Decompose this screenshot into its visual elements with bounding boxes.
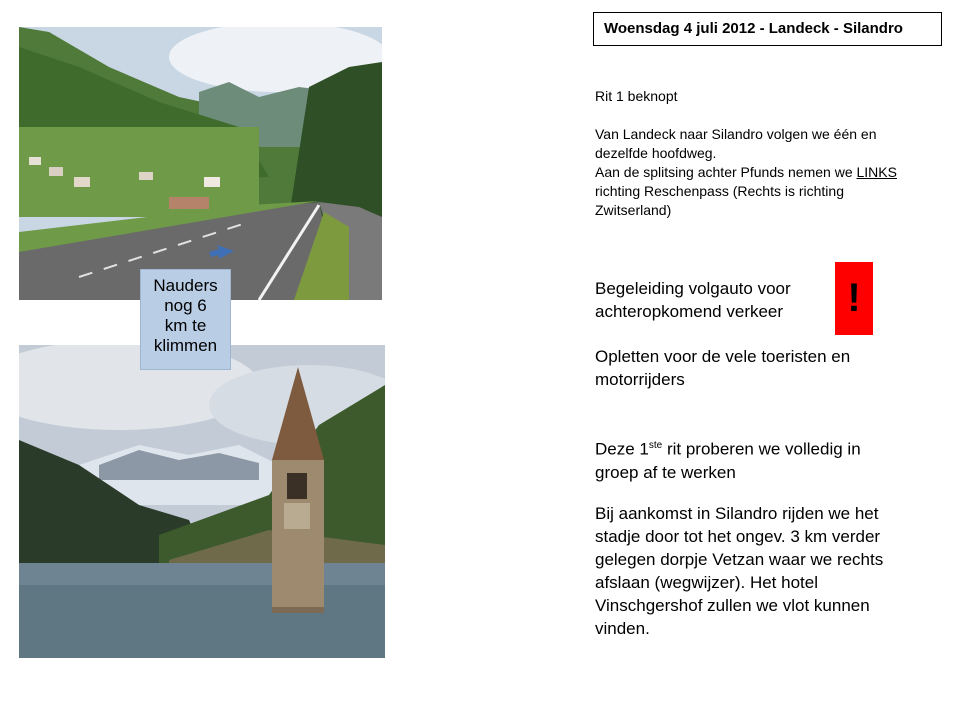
callout-line: klimmen (153, 336, 218, 355)
page-title: Woensdag 4 juli 2012 - Landeck - Silandro (593, 12, 942, 46)
warning-badge: ! (835, 262, 873, 335)
church-tower-lake-photo (19, 345, 385, 658)
route-line-2-end: richting Reschenpass (Rechts is richting Zwitserland) (595, 183, 844, 218)
route-direction-highlight: LINKS (856, 164, 897, 180)
mountain-road-photo (19, 27, 382, 300)
ordinal-suffix: ste (648, 440, 663, 451)
arrival-note: Bij aankomst in Silandro rijden we het stadje door tot het ongev. 3 km verder gelegen dorpje Vetzan waar we rechts afslaan (wegwijzer). Het hotel Vinschgershof zullen we vlot kunnen vinden. (595, 504, 884, 638)
group-note-start: Deze 1 (595, 439, 649, 459)
section-heading: Rit 1 beknopt (595, 88, 678, 104)
callout-line: Nauders (153, 276, 218, 295)
route-line-1: Van Landeck naar Silandro volgen we één en dezelfde hoofdweg. (595, 126, 877, 161)
route-description (595, 125, 915, 220)
distance-callout (140, 269, 231, 370)
group-ride-note (595, 434, 905, 484)
route-line-2-start: Aan de splitsing achter Pfunds nemen we (595, 164, 857, 180)
callout-line: nog 6 (164, 296, 207, 315)
escort-note: Begeleiding volgauto voor achteropkomend verkeer (595, 279, 791, 321)
caution-note: Opletten voor de vele toeristen en motorrijders (595, 347, 851, 389)
group-note-end: rit proberen we volledig in groep af te werken (595, 439, 861, 482)
callout-line: km te (164, 316, 207, 335)
